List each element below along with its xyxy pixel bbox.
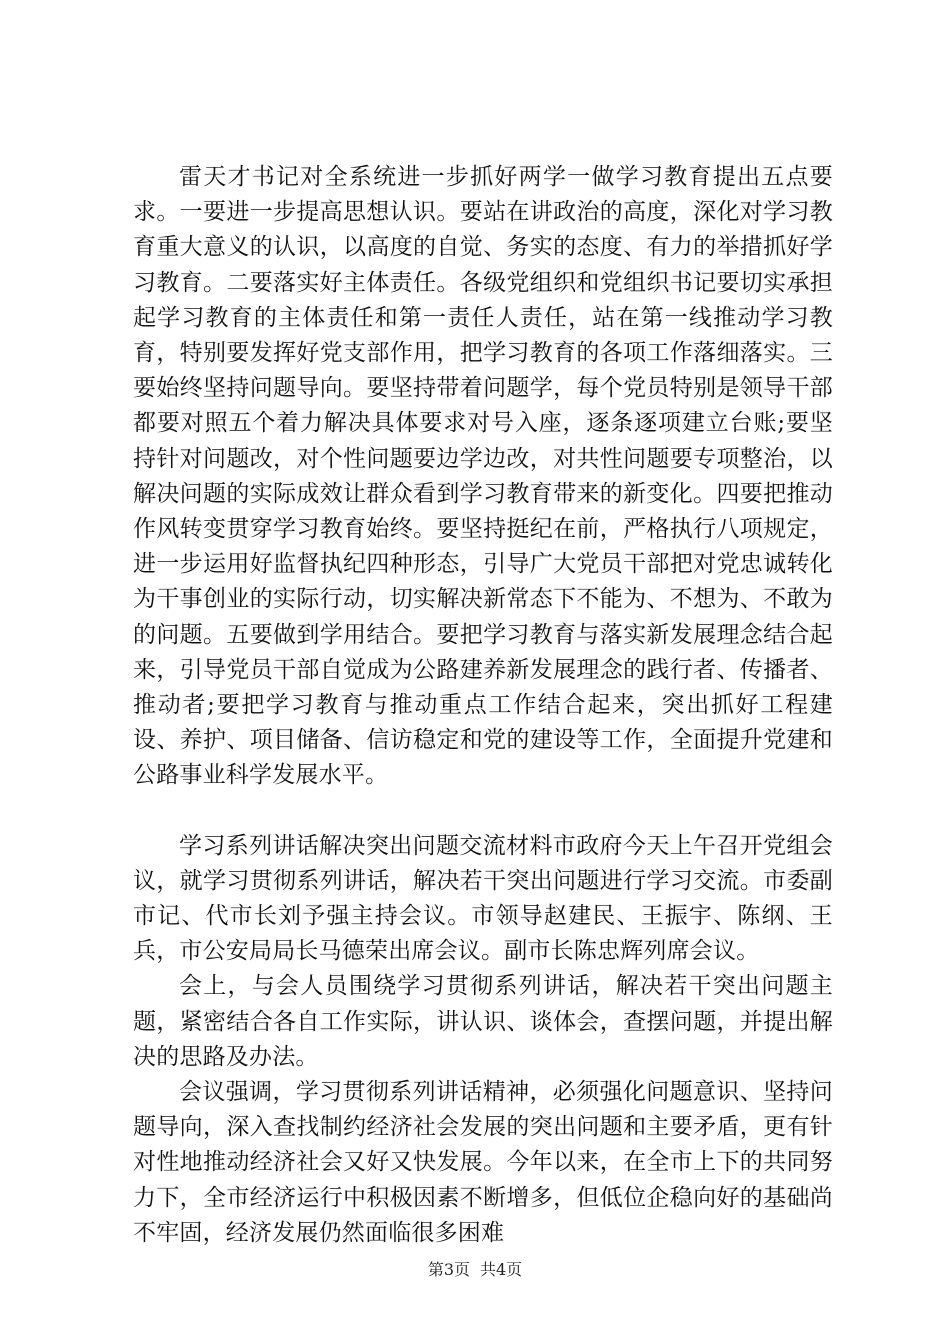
paragraph-1: 雷天才书记对全系统进一步抓好两学一做学习教育提出五点要求。一要进一步提高思想认识。要站在讲政治的高度，深化对学习教育重大意义的认识，以高度的自觉、务实的态度、有力的举措抓好学习教育。二要落实好主体责任。各级党组织和党组织书记要切实承担起学习教育的主体责任和第一责任人责任，站在第一线推动学习教育，特别要发挥好党支部作用，把学习教育的各项工作落细落实。三要始终坚持问题导向。要坚持带着问题学，每个党员特别是领导干部都要对照五个着力解决具体要求对号入座，逐条逐项建立台账;要坚持针对问题改，对个性问题要边学边改，对共性问题要专项整治，以解决问题的实际成效让群众看到学习教育带来的新变化。四要把推动作风转变贯穿学习教育始终。要坚持挺纪在前，严格执行八项规定，进一步运用好监督执纪四种形态，引导广大党员干部把对党忠诚转化为干事创业的实际行动，切实解决新常态下不能为、不想为、不敢为的问题。五要做到学用结合。要把学习教育与落实新发展理念结合起来，引导党员干部自觉成为公路建养新发展理念的践行者、传播者、推动者;要把学习教育与推动重点工作结合起来，突出抓好工程建设、养护、项目储备、信访稳定和党的建设等工作，全面提升党建和公路事业科学发展水平。 [133, 164, 833, 789]
paragraph-4: 会议强调，学习贯彻系列讲话精神，必须强化问题意识、坚持问题导向，深入查找制约经济社会发展的突出问题和主要矛盾，更有针对性地推动经济社会又好又快发展。今年以来，在全市上下的共同努力下，全市经济运行中积极因素不断增多，但低位企稳向好的基础尚不牢固，经济发展仍然面临很多困难 [133, 1079, 833, 1246]
page-footer [0, 1260, 950, 1280]
document-body [133, 160, 833, 1251]
page-number: 第3页 [427, 1260, 470, 1279]
paragraph-3: 会上，与会人员围绕学习贯彻系列讲话，解决若干突出问题主题，紧密结合各自工作实际，讲认识、谈体会，查摆问题，并提出解决的思路及办法。 [133, 973, 833, 1070]
page-total: 共4页 [480, 1260, 523, 1279]
paragraph-2: 学习系列讲话解决突出问题交流材料市政府今天上午召开党组会议，就学习贯彻系列讲话，解决若干突出问题进行学习交流。市委副市记、代市长刘予强主持会议。市领导赵建民、王振宇、陈纲、王兵，市公安局局长马德荣出席会议。副市长陈忠辉列席会议。 [133, 832, 833, 965]
